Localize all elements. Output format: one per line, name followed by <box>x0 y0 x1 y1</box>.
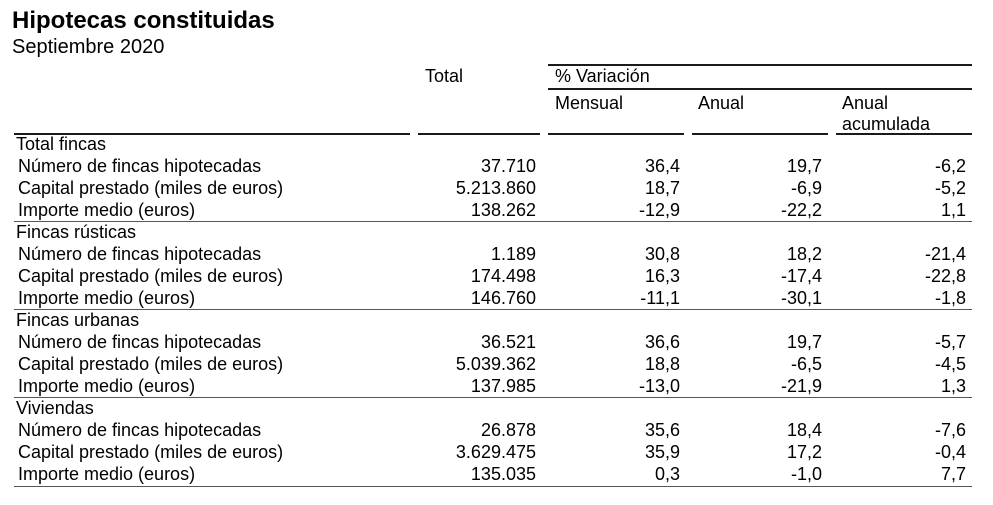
cell-acumulada: -4,5 <box>934 354 966 374</box>
section-title-viviendas: Viviendas <box>16 398 94 418</box>
table-row <box>0 155 993 177</box>
row-label: Número de fincas hipotecadas <box>18 420 262 440</box>
row-label: Importe medio (euros) <box>18 288 196 308</box>
cell-total: 137.985 <box>470 376 536 396</box>
row-label: Capital prestado (miles de euros) <box>18 442 284 462</box>
cell-anual: 19,7 <box>786 156 822 176</box>
cell-total: 5.213.860 <box>455 178 536 198</box>
cell-total: 37.710 <box>480 156 536 176</box>
section-rule <box>14 397 972 398</box>
cell-mensual: 36,6 <box>644 332 680 352</box>
cell-anual: -30,1 <box>780 288 822 308</box>
cell-anual: 18,4 <box>786 420 822 440</box>
cell-mensual: 16,3 <box>644 266 680 286</box>
row-label: Importe medio (euros) <box>18 464 196 484</box>
row-label: Capital prestado (miles de euros) <box>18 354 284 374</box>
table-row <box>0 199 993 221</box>
cell-total: 174.498 <box>470 266 536 286</box>
header-variacion: % Variación <box>555 66 650 86</box>
cell-total: 138.262 <box>470 200 536 220</box>
row-label: Importe medio (euros) <box>18 200 196 220</box>
table-row <box>0 463 993 485</box>
cell-anual: -6,9 <box>790 178 822 198</box>
header-variacion-rule <box>548 88 972 90</box>
cell-total: 26.878 <box>480 420 536 440</box>
cell-mensual: -12,9 <box>638 200 680 220</box>
cell-anual: -22,2 <box>780 200 822 220</box>
cell-mensual: 18,8 <box>644 354 680 374</box>
cell-total: 5.039.362 <box>455 354 536 374</box>
header-anual: Anual <box>698 93 745 113</box>
cell-total: 1.189 <box>490 244 536 264</box>
header-mensual: Mensual <box>555 93 624 113</box>
header-bottom-rule-mensual <box>548 133 684 135</box>
header-bottom-rule-anual <box>692 133 828 135</box>
header-total: Total <box>425 66 464 86</box>
page-title: Hipotecas constituidas <box>12 7 275 34</box>
cell-mensual: 35,9 <box>644 442 680 462</box>
row-label: Capital prestado (miles de euros) <box>18 178 284 198</box>
section-rule <box>14 221 972 222</box>
section-rule <box>14 309 972 310</box>
section-title-fincas-rusticas: Fincas rústicas <box>16 222 137 242</box>
cell-mensual: 36,4 <box>644 156 680 176</box>
cell-anual: -17,4 <box>780 266 822 286</box>
table-row <box>0 177 993 199</box>
cell-anual: -21,9 <box>780 376 822 396</box>
row-label: Número de fincas hipotecadas <box>18 156 262 176</box>
cell-total: 36.521 <box>480 332 536 352</box>
page-subtitle: Septiembre 2020 <box>12 36 165 58</box>
header-anual-acumulada-line1: Anual <box>842 93 889 113</box>
cell-total: 3.629.475 <box>455 442 536 462</box>
cell-mensual: 35,6 <box>644 420 680 440</box>
cell-acumulada: -5,2 <box>934 178 966 198</box>
table-row <box>0 243 993 265</box>
cell-acumulada: 7,7 <box>940 464 966 484</box>
section-title-total-fincas: Total fincas <box>16 134 107 154</box>
cell-mensual: -13,0 <box>638 376 680 396</box>
table-row <box>0 375 993 397</box>
cell-acumulada: -6,2 <box>934 156 966 176</box>
table-row <box>0 441 993 463</box>
cell-anual: 19,7 <box>786 332 822 352</box>
section-title-fincas-urbanas: Fincas urbanas <box>16 310 140 330</box>
cell-acumulada: 1,3 <box>940 376 966 396</box>
row-label: Capital prestado (miles de euros) <box>18 266 284 286</box>
cell-mensual: 30,8 <box>644 244 680 264</box>
cell-acumulada: 1,1 <box>940 200 966 220</box>
cell-mensual: -11,1 <box>640 288 680 308</box>
cell-acumulada: -0,4 <box>934 442 966 462</box>
cell-total: 135.035 <box>470 464 536 484</box>
cell-acumulada: -1,8 <box>934 288 966 308</box>
table-row <box>0 265 993 287</box>
cell-acumulada: -5,7 <box>934 332 966 352</box>
table-row <box>0 287 993 309</box>
table-row <box>0 353 993 375</box>
row-label: Importe medio (euros) <box>18 376 196 396</box>
cell-anual: -6,5 <box>790 354 822 374</box>
cell-acumulada: -22,8 <box>924 266 966 286</box>
header-bottom-rule-acumulada <box>836 133 972 135</box>
cell-anual: 17,2 <box>786 442 822 462</box>
cell-total: 146.760 <box>470 288 536 308</box>
row-label: Número de fincas hipotecadas <box>18 332 262 352</box>
cell-acumulada: -7,6 <box>934 420 966 440</box>
row-label: Número de fincas hipotecadas <box>18 244 262 264</box>
cell-anual: -1,0 <box>790 464 822 484</box>
table-row <box>0 419 993 441</box>
cell-acumulada: -21,4 <box>924 244 966 264</box>
header-anual-acumulada-line2: acumulada <box>842 114 931 134</box>
table-bottom-rule <box>14 486 972 487</box>
cell-mensual: 0,3 <box>654 464 680 484</box>
cell-anual: 18,2 <box>786 244 822 264</box>
cell-mensual: 18,7 <box>644 178 680 198</box>
table-row <box>0 331 993 353</box>
header-bottom-rule-total <box>418 133 540 135</box>
